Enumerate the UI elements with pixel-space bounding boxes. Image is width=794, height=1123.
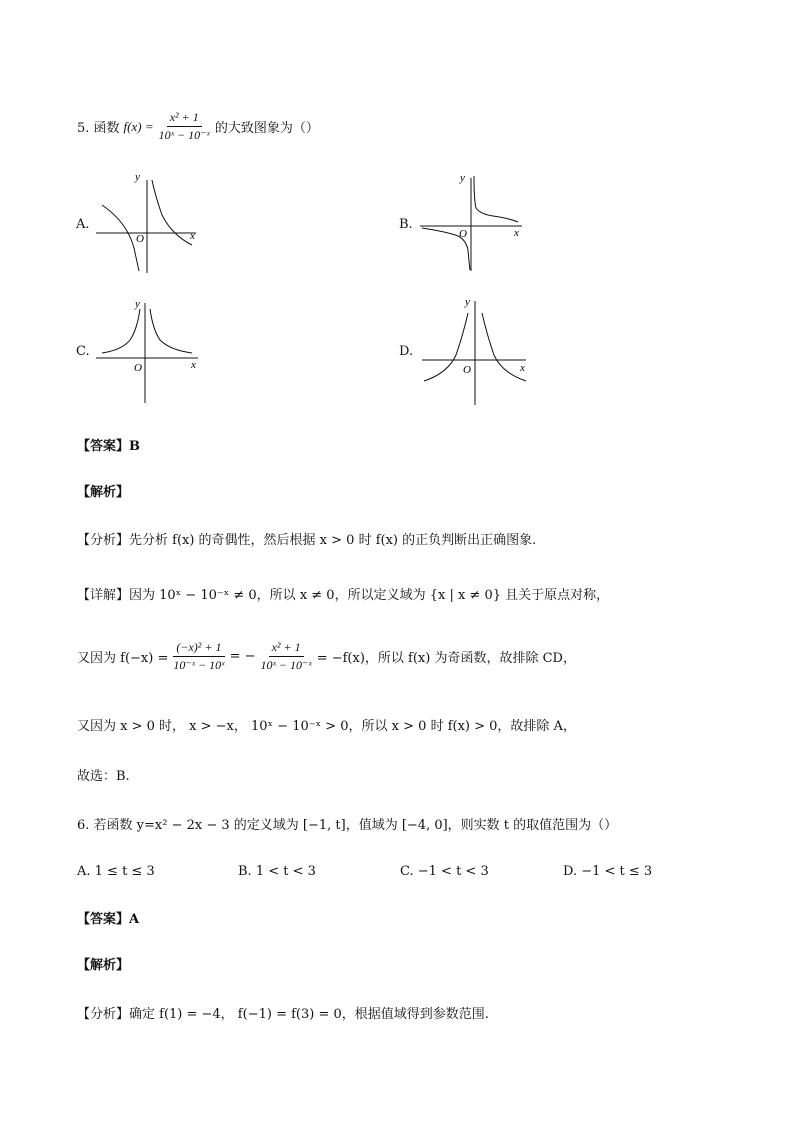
option-label-d: D.: [399, 344, 414, 359]
q5-detail-2-pre: 又因为 f(−x) =: [77, 651, 169, 666]
axis-y-label: y: [135, 171, 140, 183]
q5-detail-line-3: 又因为 x > 0 时， x > −x， 10ˣ − 10⁻ˣ > 0，所以 x > 0 时 f(x) > 0，故排除 A，: [77, 719, 576, 734]
axis-y-label: y: [465, 296, 470, 308]
axis-x-label: x: [514, 227, 519, 239]
q5-analysis-line: 【分析】先分析 f(x) 的奇偶性，然后根据 x > 0 时 f(x) 的正负判断出正确图象.: [77, 533, 537, 548]
curve-right: [474, 176, 518, 222]
option-label-b: B.: [399, 217, 413, 232]
q6-answer: 【答案】A: [77, 912, 140, 927]
q6-analysis-head: 【解析】: [77, 958, 130, 973]
q6-option-c: C. −1 < t < 3: [400, 864, 489, 879]
q5-detail-fraction-2: [257, 640, 314, 673]
axis-y-label: y: [135, 298, 140, 310]
origin-label: O: [134, 362, 142, 374]
q5-detail-line-1: 【详解】因为 10ˣ − 10⁻ˣ ≠ 0，所以 x ≠ 0，所以定义域为 {x | x ≠ 0} 且关于原点对称，: [77, 588, 610, 603]
origin-label: O: [463, 364, 471, 376]
axis-y-label: y: [460, 172, 465, 184]
graph-option-a: [92, 170, 202, 275]
q5-answer: 【答案】B: [77, 439, 140, 454]
q5-choose: 故选：B.: [77, 769, 130, 784]
q6-option-d: D. −1 < t ≤ 3: [563, 864, 653, 879]
curve-left: [424, 313, 468, 381]
curve-left: [102, 309, 140, 353]
q5-prefix: 5. 函数: [77, 121, 120, 136]
q6-analysis-line: 【分析】确定 f(1) = −4， f(−1) = f(3) = 0，根据值域得到参数范围.: [77, 1007, 489, 1022]
axis-x-label: x: [191, 359, 196, 371]
q5-detail-num-1: (−x)² + 1: [173, 640, 224, 657]
q5-stem: [77, 110, 319, 143]
q5-numerator: x² + 1: [167, 110, 202, 127]
q5-f-expr: f(x) =: [123, 118, 154, 134]
q5-detail-fraction-1: [170, 640, 227, 673]
q5-detail-2-post: = −f(x)，所以 f(x) 为奇函数，故排除 CD，: [316, 651, 576, 666]
graph-option-d: [418, 295, 533, 407]
q5-denominator: 10ˣ − 10⁻ˣ: [158, 128, 210, 142]
axis-x-label: x: [190, 230, 195, 242]
curve-right: [152, 180, 192, 245]
curve-left: [102, 205, 139, 271]
q6-stem: 6. 若函数 y=x² − 2x − 3 的定义域为 [−1, t]，值域为 [−4, 0]，则实数 t 的取值范围为（）: [77, 818, 618, 833]
origin-label: O: [136, 233, 144, 245]
q5-detail-den-1: 10⁻ˣ − 10ˣ: [173, 658, 225, 672]
axis-x-label: x: [520, 362, 525, 374]
q6-option-b: B. 1 < t < 3: [238, 864, 316, 879]
option-label-a: A.: [76, 217, 90, 232]
graph-option-b: [418, 170, 528, 275]
q5-analysis-head: 【解析】: [77, 485, 130, 500]
origin-label: O: [459, 228, 467, 240]
q5-detail-den-2: 10ˣ − 10⁻ˣ: [260, 658, 312, 672]
graph-option-c: [92, 295, 207, 405]
q5-detail-num-2: x² + 1: [269, 640, 304, 657]
curve-right: [150, 309, 192, 353]
q5-detail-2-mid: = −: [229, 649, 256, 664]
q5-detail-line-2: [77, 640, 576, 673]
q5-fraction: [156, 110, 213, 143]
q6-option-a: A. 1 ≤ t ≤ 3: [77, 864, 155, 879]
q5-suffix: 的大致图象为（）: [214, 121, 319, 136]
option-label-c: C.: [76, 344, 90, 359]
